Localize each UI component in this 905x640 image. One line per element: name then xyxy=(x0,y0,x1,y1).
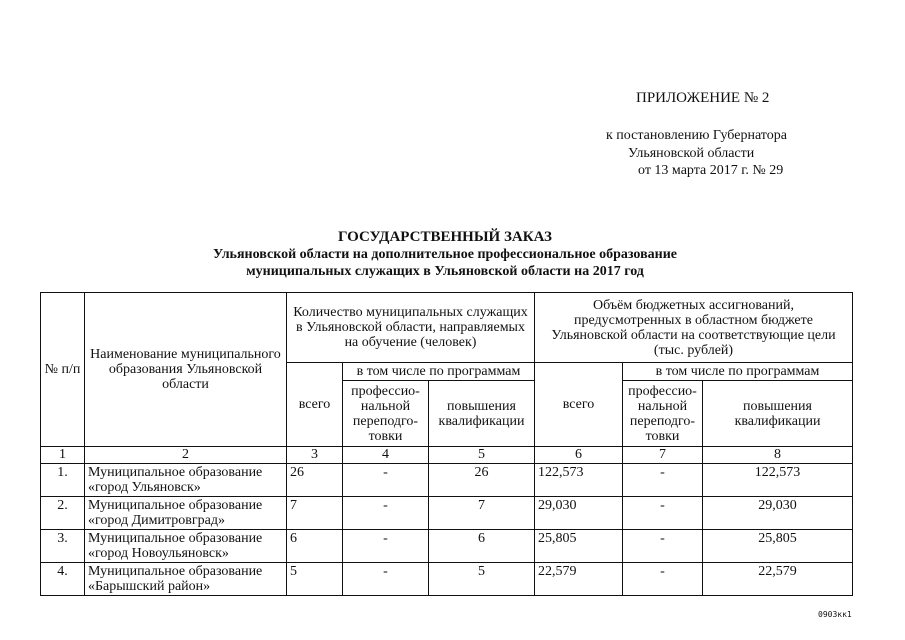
count-retraining: - xyxy=(343,563,429,596)
header-count-qualification: повышения квалификации xyxy=(429,381,535,447)
decree-reference-line: от 13 марта 2017 г. № 29 xyxy=(638,163,784,178)
decree-reference-line: Ульяновской области xyxy=(628,145,755,161)
header-budget-programs: в том числе по программам xyxy=(623,363,853,381)
count-total: 6 xyxy=(287,530,343,563)
budget-total: 122,573 xyxy=(535,464,623,497)
column-number: 8 xyxy=(703,447,853,464)
decree-reference-line: к постановлению Губернатора xyxy=(606,128,787,143)
count-retraining: - xyxy=(343,464,429,497)
municipality-name: Муниципальное образование «город Новоульяновск» xyxy=(85,530,287,563)
budget-qualification: 29,030 xyxy=(703,497,853,530)
header-budget-total: всего xyxy=(535,363,623,447)
document-stamp: 0903кк1 xyxy=(818,610,852,619)
document-title xyxy=(120,228,770,280)
budget-qualification: 25,805 xyxy=(703,530,853,563)
header-employee-count: Количество муниципальных служащих в Ульяновской области, направляемых на обучение (человек) xyxy=(287,293,535,363)
table-row xyxy=(41,464,853,497)
row-number: 4. xyxy=(41,563,85,596)
header-count-programs: в том числе по программам xyxy=(343,363,535,381)
count-total: 5 xyxy=(287,563,343,596)
row-number: 1. xyxy=(41,464,85,497)
title-line: ГОСУДАРСТВЕННЫЙ ЗАКАЗ xyxy=(338,229,552,245)
appendix-label: ПРИЛОЖЕНИЕ № 2 xyxy=(636,90,770,106)
column-number: 3 xyxy=(287,447,343,464)
municipality-name: Муниципальное образование «Барышский район» xyxy=(85,563,287,596)
budget-total: 29,030 xyxy=(535,497,623,530)
header-budget-qualification: повышения квалификации xyxy=(703,381,853,447)
budget-retraining: - xyxy=(623,563,703,596)
header-municipality: Наименование муниципального образования Ульяновской области xyxy=(85,293,287,447)
count-total: 7 xyxy=(287,497,343,530)
count-retraining: - xyxy=(343,497,429,530)
row-number: 3. xyxy=(41,530,85,563)
table-row xyxy=(41,530,853,563)
column-number: 1 xyxy=(41,447,85,464)
count-qualification: 7 xyxy=(429,497,535,530)
column-number: 4 xyxy=(343,447,429,464)
count-retraining: - xyxy=(343,530,429,563)
header-count-total: всего xyxy=(287,363,343,447)
order-table xyxy=(40,292,853,596)
decree-reference xyxy=(596,127,856,180)
column-number: 7 xyxy=(623,447,703,464)
count-qualification: 26 xyxy=(429,464,535,497)
budget-qualification: 22,579 xyxy=(703,563,853,596)
municipality-name: Муниципальное образование «город Димитровград» xyxy=(85,497,287,530)
municipality-name: Муниципальное образование «город Ульяновск» xyxy=(85,464,287,497)
count-qualification: 6 xyxy=(429,530,535,563)
title-line: муниципальных служащих в Ульяновской области на 2017 год xyxy=(246,264,644,279)
row-number: 2. xyxy=(41,497,85,530)
budget-retraining: - xyxy=(623,497,703,530)
header-budget: Объём бюджетных ассигнований, предусмотренных в областном бюджете Ульяновской области на соответствующие цели (тыс. рублей) xyxy=(535,293,853,363)
budget-retraining: - xyxy=(623,464,703,497)
table-row xyxy=(41,563,853,596)
header-number: № п/п xyxy=(41,293,85,447)
header-budget-retraining: профессио-нальной переподго-товки xyxy=(623,381,703,447)
count-qualification: 5 xyxy=(429,563,535,596)
column-number: 6 xyxy=(535,447,623,464)
table-row xyxy=(41,497,853,530)
count-total: 26 xyxy=(287,464,343,497)
column-number: 2 xyxy=(85,447,287,464)
budget-total: 22,579 xyxy=(535,563,623,596)
column-number: 5 xyxy=(429,447,535,464)
budget-qualification: 122,573 xyxy=(703,464,853,497)
column-number-row xyxy=(41,447,853,464)
title-line: Ульяновской области на дополнительное профессиональное образование xyxy=(213,247,677,262)
header-count-retraining: профессио-нальной переподго-товки xyxy=(343,381,429,447)
budget-total: 25,805 xyxy=(535,530,623,563)
budget-retraining: - xyxy=(623,530,703,563)
